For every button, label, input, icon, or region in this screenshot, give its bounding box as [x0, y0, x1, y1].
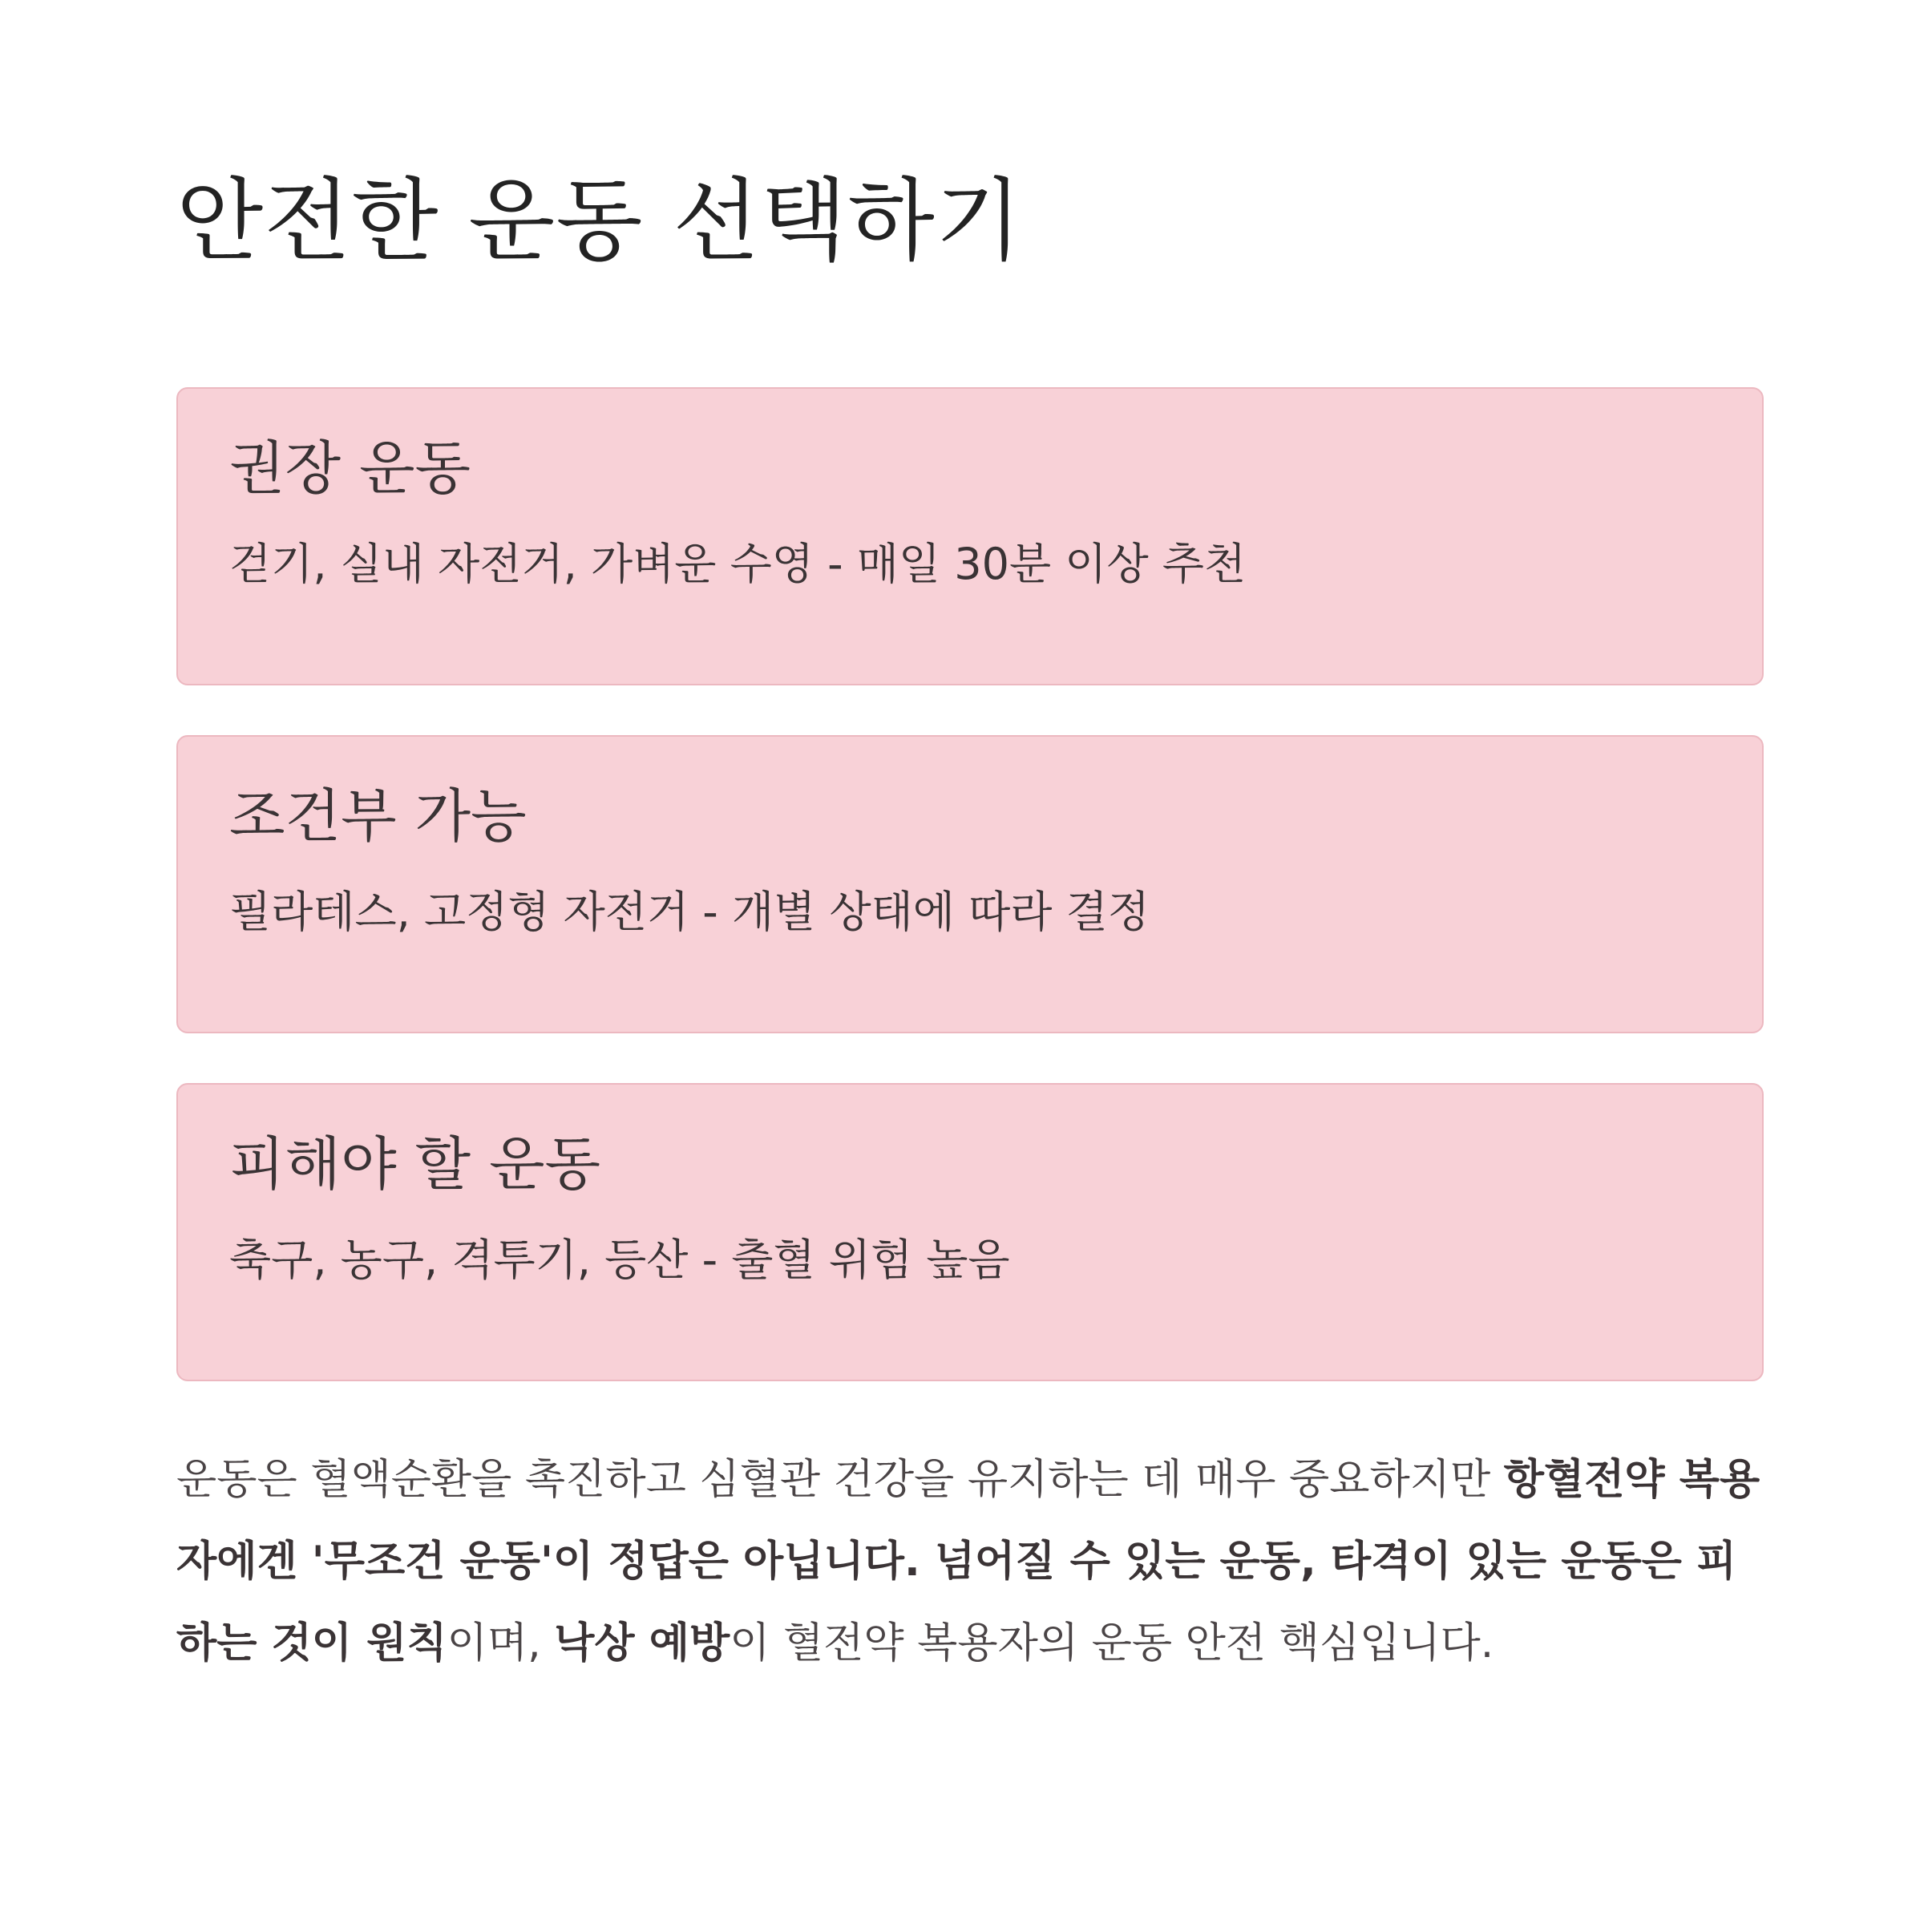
- page-title: 안전한 운동 선택하기: [176, 169, 1023, 273]
- card-description: 축구, 농구, 격투기, 등산 - 출혈 위험 높음: [229, 1234, 1010, 1285]
- card-description: 필라테스, 고정형 자전거 - 개별 상태에 따라 결정: [229, 886, 1150, 937]
- card-title: 조건부 가능: [229, 782, 527, 851]
- summary-emphasis: 항혈전약 복용자에겐 '무조건 운동'이 정답은 아닙니다. 넘어질 수 있는 운동, 타격이 있는 운동은 피하는 것이 원칙: [176, 1456, 1760, 1668]
- card-title: 피해야 할 운동: [229, 1130, 601, 1198]
- summary-paragraph: [176, 1439, 1764, 1684]
- summary-text: 운동은 혈액순환을 촉진하고 심혈관 건강을 유지하는 데 매우 중요하지만: [176, 1456, 1504, 1505]
- exercise-cards: [176, 387, 1748, 1381]
- summary-text: 이 혈전약 복용자의 운동 안전 핵심입니다.: [730, 1619, 1494, 1668]
- card-conditional: [176, 735, 1764, 1033]
- card-description: 걷기, 실내 자전거, 가벼운 수영 - 매일 30분 이상 추천: [229, 538, 1247, 589]
- summary-text: 이며,: [447, 1619, 555, 1668]
- summary-emphasis: 낙상 예방: [554, 1619, 730, 1668]
- card-title: 권장 운동: [229, 434, 471, 503]
- card-avoid: [176, 1083, 1764, 1381]
- card-recommended: [176, 387, 1764, 685]
